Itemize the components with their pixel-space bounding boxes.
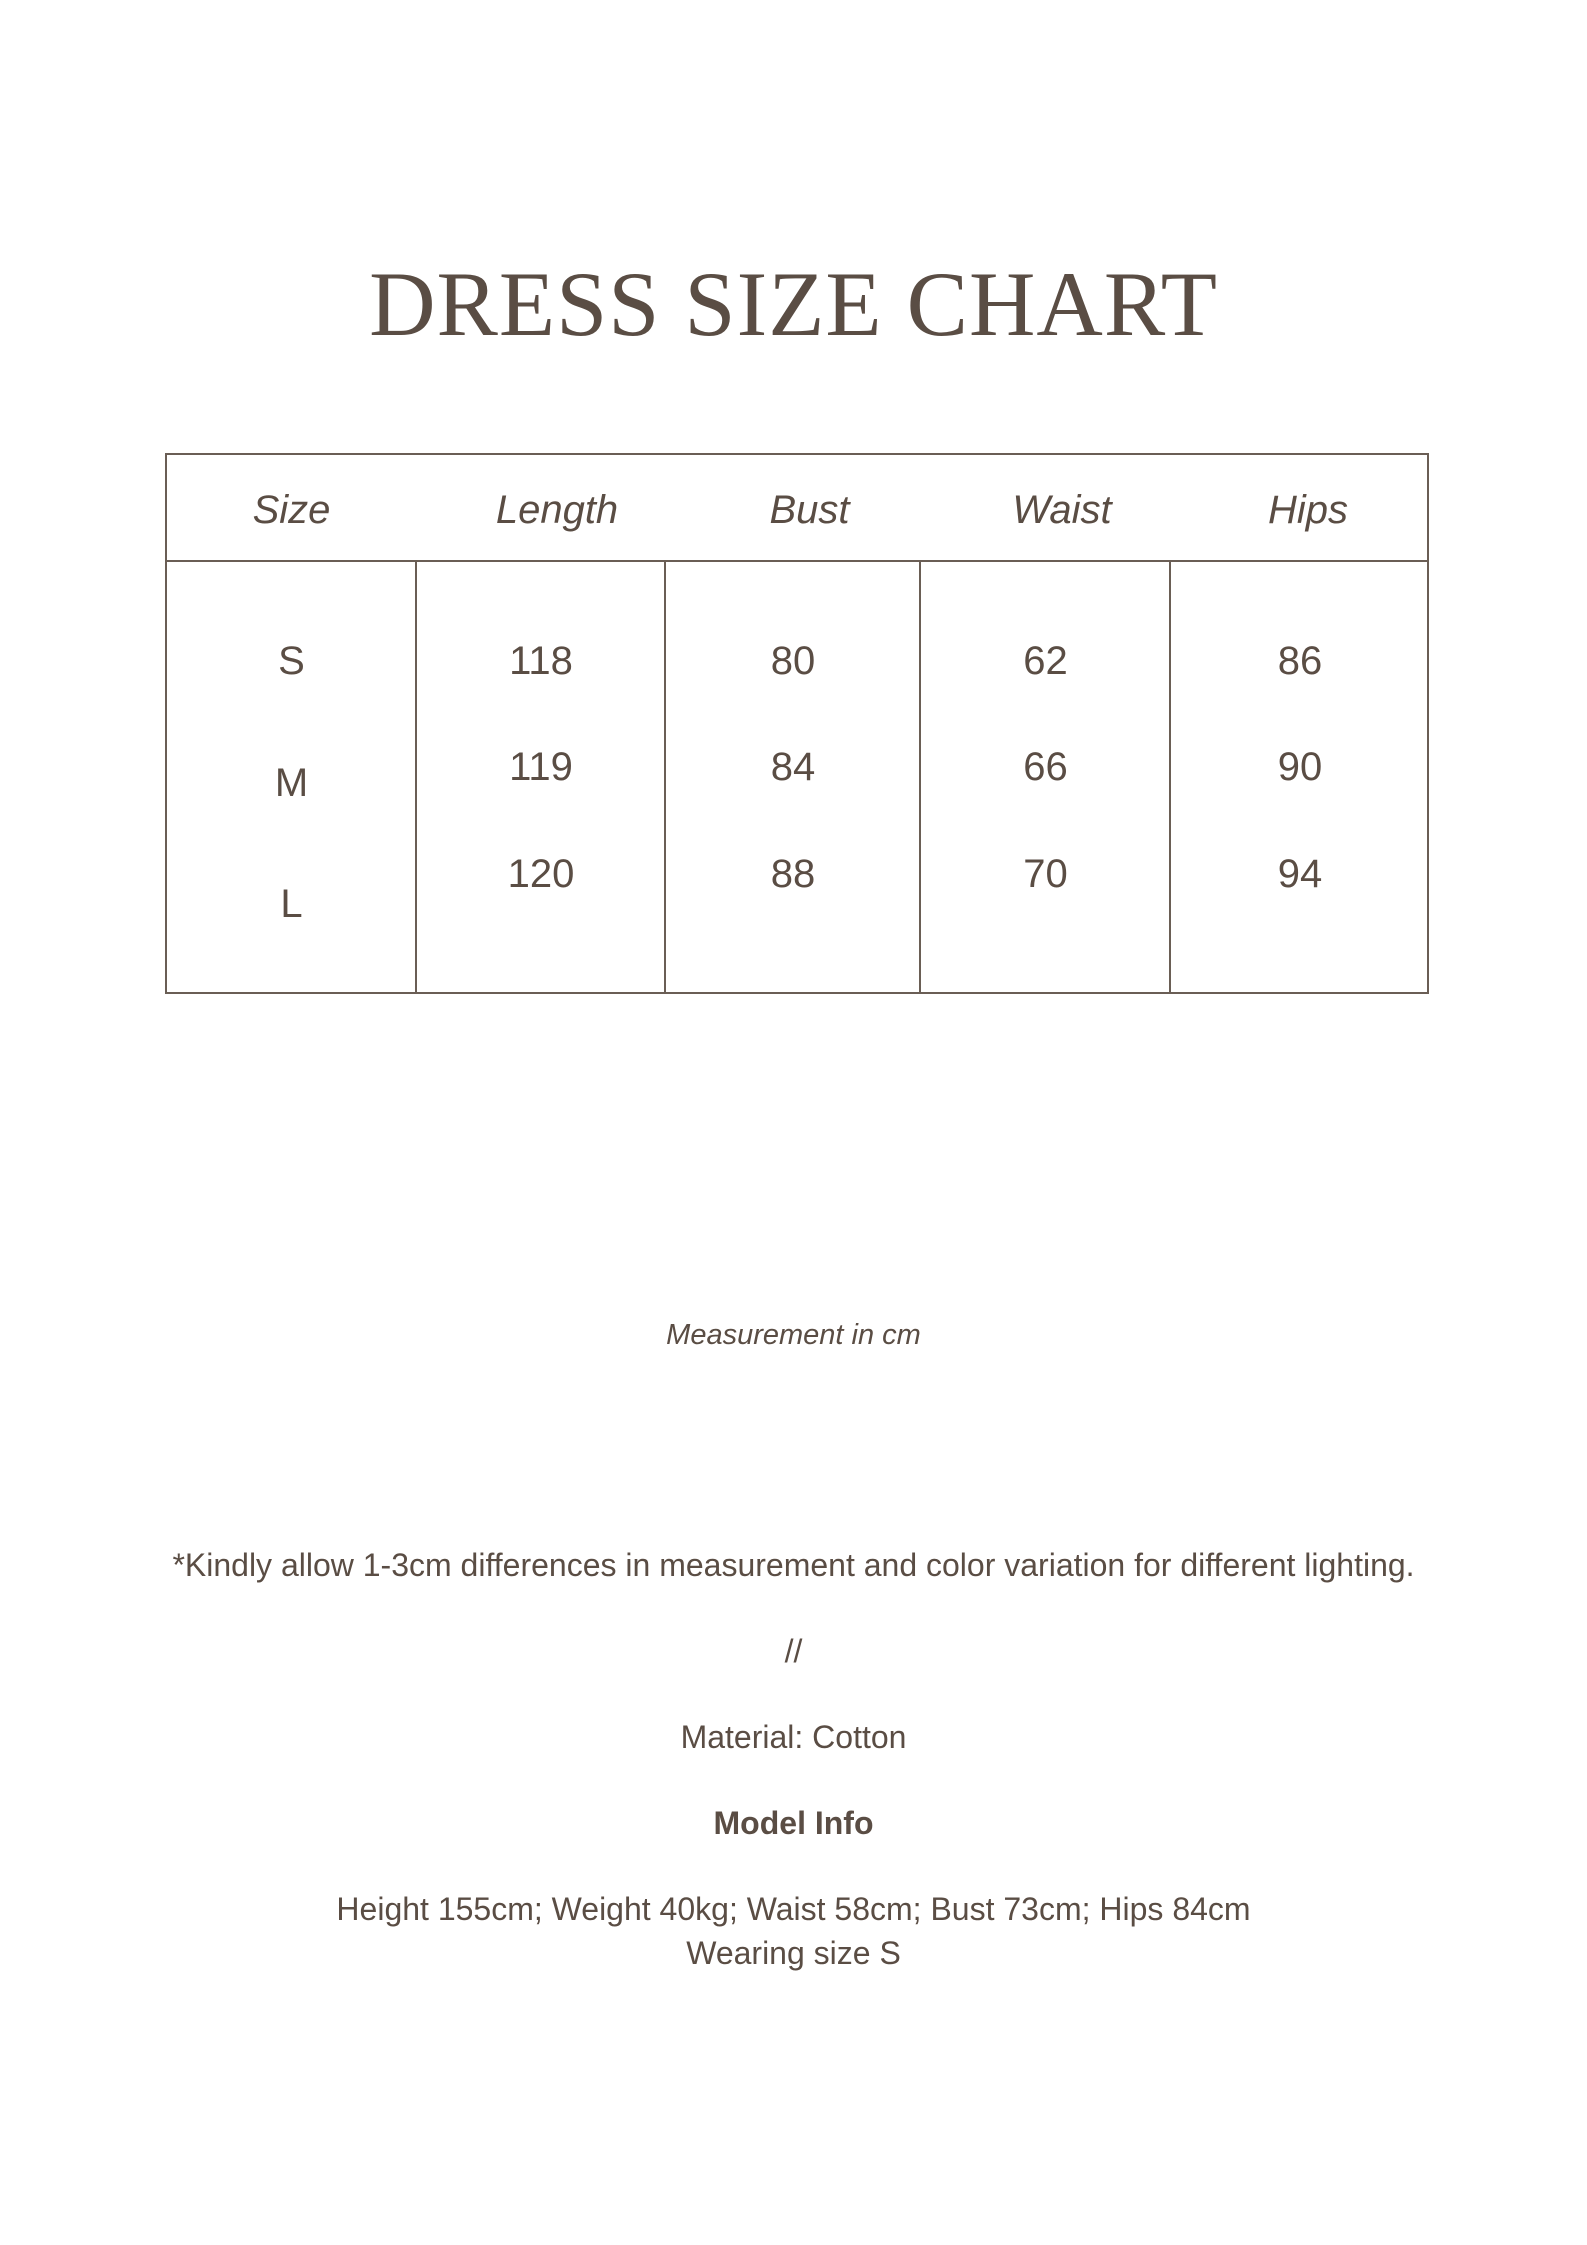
size-chart-table bbox=[165, 453, 1429, 994]
model-wearing-size: Wearing size S bbox=[686, 1935, 901, 1971]
material-info: Material: Cotton bbox=[680, 1719, 907, 1755]
hips-cell: 90 bbox=[1277, 745, 1323, 789]
header-size: Size bbox=[252, 488, 331, 532]
hips-cell: 86 bbox=[1277, 639, 1323, 683]
bust-cell: 88 bbox=[770, 852, 816, 896]
model-measurements: Height 155cm; Weight 40kg; Waist 58cm; Bust 73cm; Hips 84cm bbox=[336, 1891, 1251, 1927]
size-cell: L bbox=[280, 882, 303, 926]
model-info-heading: Model Info bbox=[713, 1805, 874, 1841]
header-length: Length bbox=[495, 488, 619, 532]
waist-cell: 62 bbox=[1023, 639, 1068, 683]
bust-cell: 80 bbox=[770, 639, 816, 683]
header-waist: Waist bbox=[1012, 488, 1112, 532]
waist-cell: 70 bbox=[1023, 852, 1068, 896]
header-hips: Hips bbox=[1267, 488, 1349, 532]
size-cell: S bbox=[278, 639, 305, 683]
length-cell: 119 bbox=[509, 745, 573, 789]
waist-cell: 66 bbox=[1023, 745, 1068, 789]
measurement-unit-note: Measurement in cm bbox=[666, 1319, 921, 1351]
length-cell: 118 bbox=[509, 639, 573, 683]
bust-cell: 84 bbox=[770, 745, 816, 789]
measurement-disclaimer: *Kindly allow 1-3cm differences in measurement and color variation for different lighting. bbox=[172, 1547, 1415, 1583]
length-cell: 120 bbox=[507, 852, 575, 896]
table-header-row bbox=[167, 455, 1427, 562]
page-title: DRESS SIZE CHART bbox=[369, 253, 1218, 355]
header-bust: Bust bbox=[769, 488, 850, 532]
size-cell: M bbox=[274, 761, 309, 805]
hips-cell: 94 bbox=[1277, 852, 1323, 896]
separator: // bbox=[784, 1633, 803, 1669]
